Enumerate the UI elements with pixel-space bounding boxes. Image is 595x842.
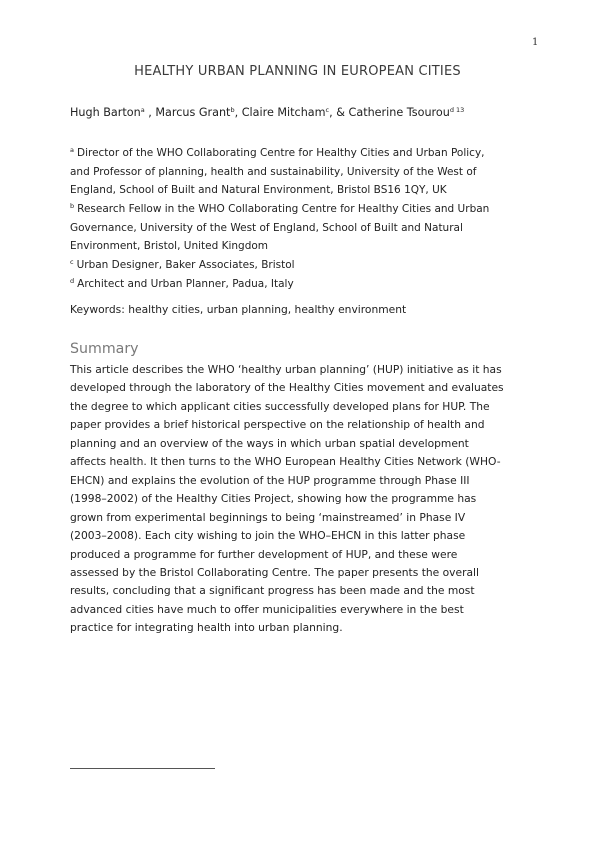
summary-line: EHCN) and explains the evolution of the HUP programme through Phase III <box>70 473 470 487</box>
summary-line: This article describes the WHO ‘healthy urban planning’ (HUP) initiative as it has <box>70 363 502 376</box>
affiliation-line: Research Fellow in the WHO Collaborating Centre for Healthy Cities and Urban <box>77 203 490 215</box>
summary-line: planning and an overview of the ways in which urban spatial development <box>70 436 469 450</box>
affiliation-line: Director of the WHO Collaborating Centre for Healthy Cities and Urban Policy, <box>76 147 485 159</box>
author-separator: , <box>234 106 242 119</box>
affiliation-line: Urban Designer, Baker Associates, Bristol <box>76 259 295 271</box>
affiliation-d <box>70 272 540 294</box>
footnote-rule <box>70 768 215 769</box>
summary-line: developed through the laboratory of the Healthy Cities movement and evaluates <box>70 381 504 395</box>
page-number: 1 <box>532 37 539 48</box>
author-name: Catherine Tsourou <box>348 106 450 119</box>
summary-line: results, concluding that a significant progress has been made and the most <box>70 584 475 598</box>
affiliation-mark: a <box>70 146 74 154</box>
affiliation-line: Architect and Urban Planner, Padua, Italy <box>77 278 294 290</box>
affiliation-mark: c <box>70 258 74 266</box>
author-name: Claire Mitcham <box>241 106 326 119</box>
affiliation-mark: d <box>70 277 75 285</box>
summary-line: assessed by the Bristol Collaborating Centre. The paper presents the overall <box>70 565 479 579</box>
summary-line: practice for integrating health into urban planning. <box>70 621 343 635</box>
author-list <box>70 106 464 119</box>
affiliation-line: Governance, University of the West of England, School of Built and Natural <box>70 221 463 234</box>
author-name: Marcus Grant <box>155 106 231 119</box>
summary-line: advanced cities have much to offer municipalities everywhere in the best <box>70 602 464 616</box>
affiliation-mark: b <box>230 106 235 114</box>
keywords <box>70 303 406 316</box>
summary-line: affects health. It then turns to the WHO European Healthy Cities Network (WHO- <box>70 455 501 469</box>
summary-body <box>70 361 548 638</box>
author-name: Hugh Barton <box>70 106 141 119</box>
summary-line: (1998–2002) of the Healthy Cities Project, showing how the programme has <box>70 492 477 506</box>
summary-line: produced a programme for further development of HUP, and these were <box>70 547 458 561</box>
affiliation-mark: b <box>70 202 75 210</box>
summary-line: the degree to which applicant cities successfully developed plans for HUP. The <box>70 399 490 413</box>
affiliation-mark: a <box>140 106 145 114</box>
keywords-label: Keywords <box>70 303 122 316</box>
author-separator: , & <box>329 106 349 119</box>
paper-title: HEALTHY URBAN PLANNING IN EUROPEAN CITIES <box>134 64 461 79</box>
keywords-text: : healthy cities, urban planning, healthy environment <box>121 303 407 316</box>
affiliation-line: and Professor of planning, health and sustainability, University of the West of <box>70 165 477 178</box>
summary-line: grown from experimental beginnings to being ‘mainstreamed’ in Phase IV <box>70 510 466 524</box>
affiliation-mark: d 13 <box>449 106 465 114</box>
affiliation-a <box>70 141 540 200</box>
affiliation-line: England, School of Built and Natural Environment, Bristol BS16 1QY, UK <box>70 184 447 197</box>
affiliation-b <box>70 197 540 256</box>
affiliation-mark: c <box>325 106 330 114</box>
affiliation-line: Environment, Bristol, United Kingdom <box>70 240 269 253</box>
summary-line: paper provides a brief historical perspective on the relationship of health and <box>70 418 485 432</box>
summary-line: (2003–2008). Each city wishing to join the WHO–EHCN in this latter phase <box>70 529 466 543</box>
summary-heading: Summary <box>70 341 139 357</box>
author-separator: , <box>144 106 156 119</box>
